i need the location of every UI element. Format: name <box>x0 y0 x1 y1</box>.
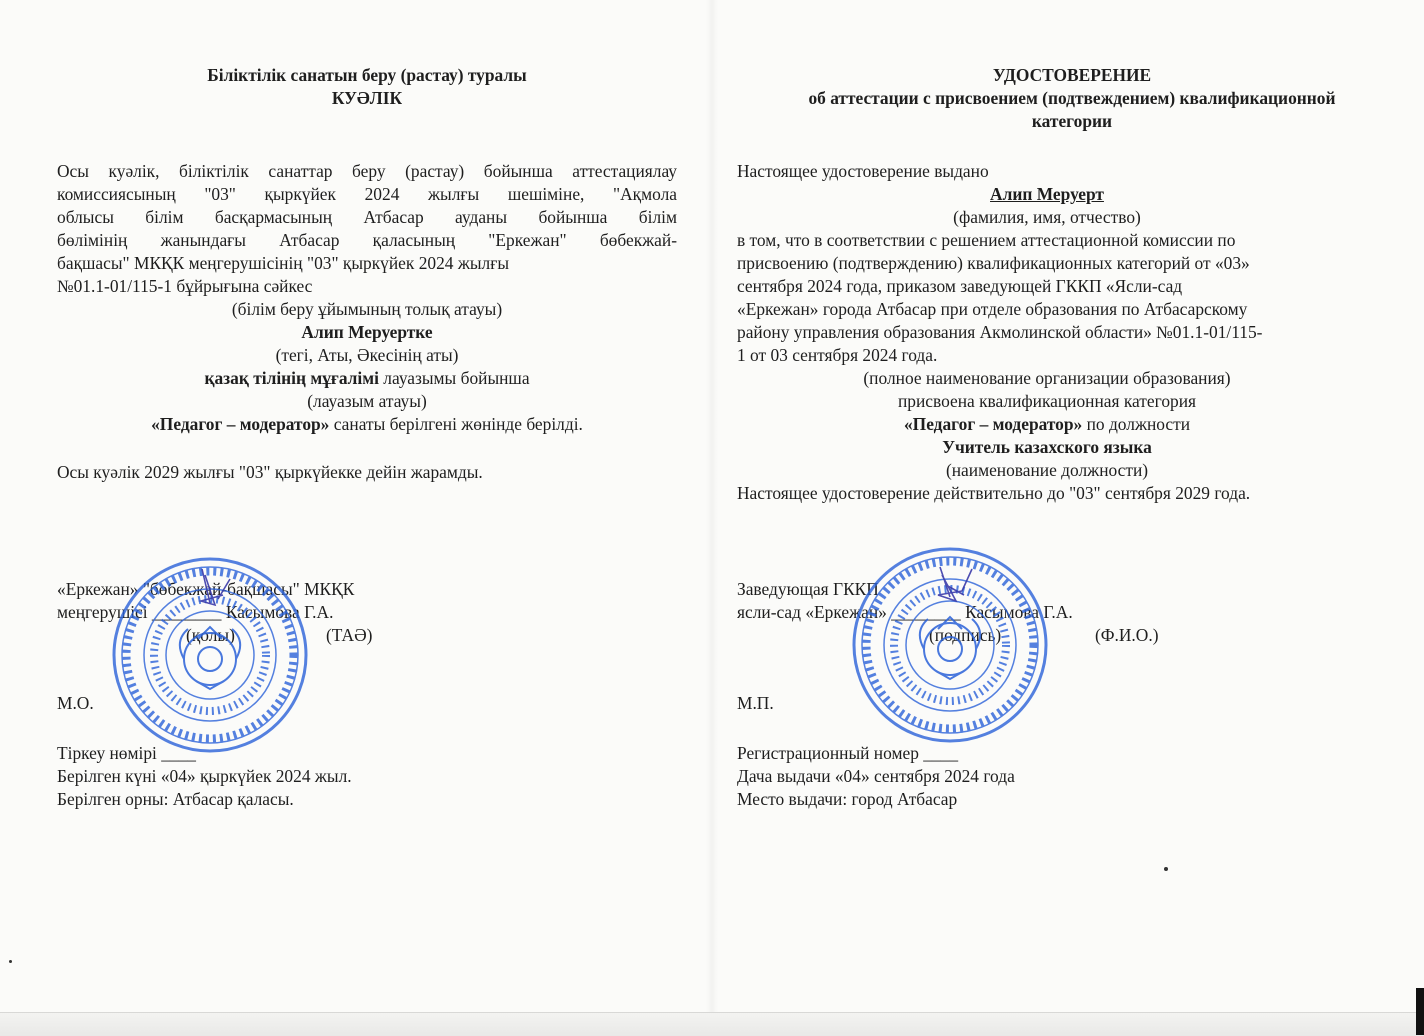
kz-seal-place: М.О. <box>57 693 94 713</box>
ru-position-hint: (наименование должности) <box>945 460 1149 480</box>
ru-reg-number: Регистрационный номер ____ <box>737 743 959 763</box>
ru-category-rest: по должности <box>1082 414 1191 434</box>
emblem-icon <box>920 617 980 679</box>
ru-title-line2: об аттестации с присвоением (подтвеждением) квалификационной <box>808 88 1336 108</box>
ru-body-line: «Еркежан» города Атбасар при отделе образования по Атбасарскому <box>737 299 1248 319</box>
ru-org-hint: (полное наименование организации образования) <box>863 368 1231 388</box>
ru-issue-date: Дача выдачи «04» сентября 2024 года <box>737 766 1015 786</box>
ru-seal-place: М.П. <box>737 693 774 713</box>
kz-position-line <box>57 367 677 389</box>
kz-sign-hint-signature: (қолы) <box>186 625 235 645</box>
ru-issue-place: Место выдачи: город Атбасар <box>737 789 958 809</box>
ru-valid-until: Настоящее удостоверение действительно до "03" сентября 2029 года. <box>737 483 1251 503</box>
kz-category-rest: санаты берілгені жөнінде берілді. <box>329 414 583 434</box>
kz-issue-date: Берілген күні «04» қыркүйек 2024 жыл. <box>57 766 352 786</box>
kz-issue-place: Берілген орны: Атбасар қаласы. <box>57 789 294 809</box>
official-stamp-icon <box>110 555 310 755</box>
ru-recipient-name: Алип Меруерт <box>990 184 1104 204</box>
russian-certificate-page <box>712 0 1424 1035</box>
kz-title-line1: Біліктілік санатын беру (растау) туралы <box>207 65 527 85</box>
ru-category-line <box>737 413 1357 435</box>
ru-body-line: району управления образования Акмолинской области» №01.1-01/115- <box>737 322 1263 342</box>
ru-sign-line2: ясли-сад «Еркежан» ________ Касымова Г.А. <box>737 602 1073 622</box>
kz-name-hint: (тегі, Аты, Әкесінің аты) <box>275 345 459 365</box>
ru-category: «Педагог – модератор» <box>903 414 1083 434</box>
kz-valid-until: Осы куәлік 2029 жылғы "03" қыркүйекке дейін жарамды. <box>57 462 483 482</box>
ru-body-line: 1 от 03 сентября 2024 года. <box>737 345 938 365</box>
ru-sign-hint-name: (Ф.И.О.) <box>1095 625 1159 645</box>
signature-icon <box>938 567 972 601</box>
kz-sign-line1: «Еркежан» "бөбекжай-бақшасы" МКҚК <box>57 579 355 599</box>
scan-speck <box>1164 867 1168 871</box>
ru-sign-line1: Заведующая ГККП <box>737 579 879 599</box>
ru-body-line: присвоению (подтверждению) квалификационных категорий от «03» <box>737 253 1250 273</box>
kz-recipient-name: Алип Меруертке <box>301 322 433 342</box>
ru-body-line: в том, что в соответствии с решением аттестационной комиссии по <box>737 230 1236 250</box>
kz-position-hint: (лауазым атауы) <box>307 391 427 411</box>
ru-assigned: присвоена квалификационная категория <box>897 391 1197 411</box>
ru-title-line1: УДОСТОВЕРЕНИЕ <box>992 65 1152 85</box>
ru-issued-to: Настоящее удостоверение выдано <box>737 161 989 181</box>
kz-body-line: комиссиясының "03" қыркүйек 2024 жылғы шешіміне, "Ақмола <box>57 184 677 204</box>
kz-org-hint: (білім беру ұйымының толық атауы) <box>231 299 503 319</box>
kz-body-line: бөлімінің жанындағы Атбасар қаласының "Еркежан" бөбекжай- <box>57 230 677 250</box>
scan-speck <box>9 960 12 963</box>
kz-category: «Педагог – модератор» <box>151 414 330 434</box>
ru-title-line3: категории <box>1031 111 1113 131</box>
kz-position: қазақ тілінің мұғалімі <box>204 368 379 388</box>
official-stamp-icon <box>850 545 1050 745</box>
paper-bottom-edge <box>0 1012 1424 1036</box>
kz-sign-line2: меңгерушісі ________ Касымова Г.А. <box>57 602 334 622</box>
kz-title-line2: КУӘЛІК <box>331 88 403 108</box>
ru-name-hint: (фамилия, имя, отчество) <box>953 207 1141 227</box>
kz-body-line: №01.1-01/115-1 бұйрығына сәйкес <box>57 276 313 296</box>
ru-body-line: сентября 2024 года, приказом заведующей ГККП «Ясли-сад <box>737 276 1183 296</box>
kz-body-line: бақшасы" МКҚК меңгерушісінің "03" қыркүйек 2024 жылғы <box>57 253 510 273</box>
kazakh-certificate-page <box>0 0 712 1035</box>
kz-reg-number: Тіркеу нөмірі ____ <box>57 743 196 763</box>
kz-category-line <box>57 413 677 435</box>
emblem-icon <box>180 627 240 689</box>
ru-sign-hint-signature: (подпись) <box>929 625 1002 645</box>
kz-body-line: Осы куәлік, біліктілік санаттар беру (растау) бойынша аттестациялау <box>57 161 677 181</box>
kz-body-line: облысы білім басқармасының Атбасар ауданы бойынша білім <box>57 207 677 227</box>
ru-position: Учитель казахского языка <box>942 437 1152 457</box>
kz-sign-hint-name: (ТАӘ) <box>326 625 373 645</box>
scan-corner-mark <box>1416 988 1424 1035</box>
kz-position-rest: лауазымы бойынша <box>378 368 530 388</box>
